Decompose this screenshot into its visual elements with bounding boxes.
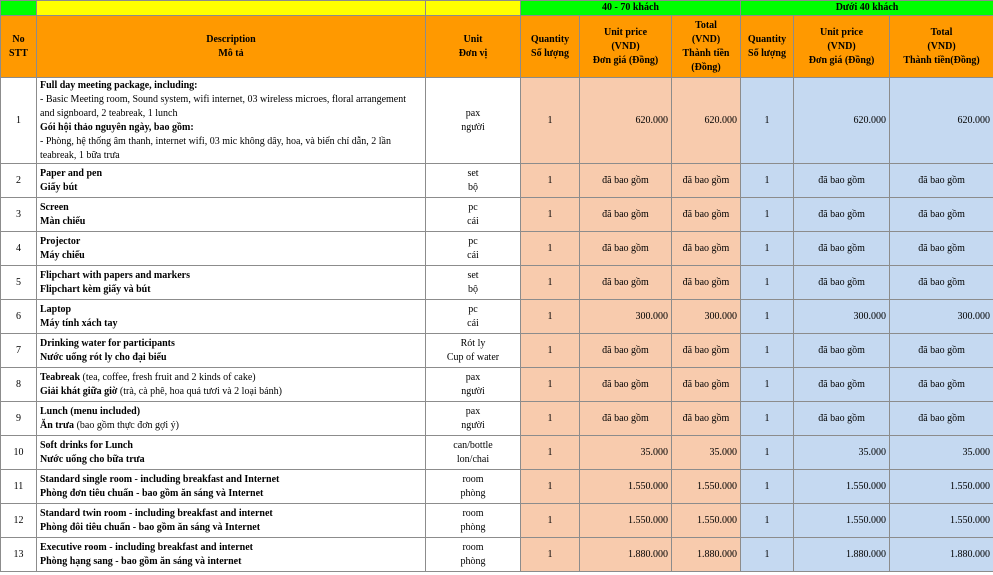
- quantity-cell-1: [521, 368, 580, 402]
- table-row: [1, 436, 993, 470]
- desc-vi-extra: (bao gồm thực đơn gợi ý): [74, 419, 179, 431]
- unit-price-cell-1: [580, 266, 672, 300]
- row-number: [1, 538, 37, 572]
- desc-vi-extra: (trà, cà phê, hoa quả tươi và 2 loại bánh): [117, 385, 282, 397]
- desc-vi: Phòng đơn tiêu chuẩn - bao gồm ăn sáng và Internet: [40, 487, 264, 499]
- unit-en: can/bottle: [453, 439, 493, 451]
- unit-cell: [426, 198, 521, 232]
- header-total-2: Total (VND) Thành tiền(Đồng): [890, 16, 993, 78]
- quantity-2: 1: [764, 446, 770, 458]
- description-cell: [37, 78, 426, 164]
- unit-price-1: 35.000: [640, 446, 668, 458]
- row-number-text: 6: [16, 310, 21, 322]
- unit-price-cell-1: [580, 538, 672, 572]
- total-cell-2: [890, 504, 993, 538]
- unit-cell: [426, 368, 521, 402]
- total-2: 1.550.000: [950, 514, 991, 526]
- unit-price-cell-2: [794, 368, 890, 402]
- row-number-text: 11: [13, 480, 24, 492]
- unit-en: set: [467, 269, 479, 281]
- quantity-1: 1: [547, 276, 553, 288]
- unit-price-2: 35.000: [858, 446, 887, 458]
- unit-vi: cái: [467, 317, 479, 329]
- total-cell-2: [890, 436, 993, 470]
- quantity-2: 1: [764, 480, 770, 492]
- table-row: [1, 504, 993, 538]
- unit-vi: phòng: [460, 521, 486, 533]
- header-quantity-2: Quantity Số lượng: [741, 16, 794, 78]
- unit-en: pax: [465, 107, 481, 119]
- unit-price-cell-1: [580, 368, 672, 402]
- header-unit: Unit Đơn vị: [426, 16, 521, 78]
- unit-price-cell-1: [580, 402, 672, 436]
- quantity-cell-2: [741, 504, 794, 538]
- desc-vi: Phòng hạng sang - bao gồm ăn sáng và internet: [40, 555, 242, 567]
- total-cell-1: [672, 470, 741, 504]
- row-number-text: 8: [16, 378, 21, 390]
- total-cell-1: [672, 300, 741, 334]
- quantity-2: 1: [764, 310, 770, 322]
- desc-en: Flipchart with papers and markers: [40, 269, 190, 281]
- unit-en: pax: [465, 371, 481, 383]
- total-1: 1.550.000: [697, 480, 738, 492]
- description-cell: [37, 470, 426, 504]
- row-number-text: 10: [13, 446, 24, 458]
- quantity-cell-1: [521, 436, 580, 470]
- header-quantity-1: Quantity Số lượng: [521, 16, 580, 78]
- row-number: [1, 402, 37, 436]
- desc-vi: Flipchart kèm giấy và bút: [40, 283, 151, 295]
- total-2: đã bao gồm: [918, 344, 965, 356]
- unit-price-2: 1.550.000: [846, 514, 887, 526]
- unit-price-cell-2: [794, 78, 890, 164]
- total-cell-1: [672, 504, 741, 538]
- quantity-cell-1: [521, 198, 580, 232]
- quantity-cell-1: [521, 538, 580, 572]
- top-cell-description: [37, 1, 426, 16]
- total-cell-1: [672, 368, 741, 402]
- unit-price-1: đã bao gồm: [602, 242, 649, 254]
- total-2: 35.000: [962, 446, 991, 458]
- total-2: đã bao gồm: [918, 174, 965, 186]
- total-1: đã bao gồm: [682, 276, 730, 288]
- total-2: đã bao gồm: [918, 412, 965, 424]
- desc-en: Standard twin room - including breakfast and internet: [40, 507, 273, 519]
- unit-price-cell-2: [794, 198, 890, 232]
- row-number-text: 1: [16, 114, 21, 126]
- quantity-cell-1: [521, 470, 580, 504]
- unit-price-1: đã bao gồm: [602, 208, 649, 220]
- quantity-cell-1: [521, 266, 580, 300]
- total-1: đã bao gồm: [682, 378, 730, 390]
- unit-price-1: 300.000: [635, 310, 668, 322]
- unit-price-cell-2: [794, 470, 890, 504]
- desc-en: Laptop: [40, 303, 72, 315]
- total-1: 300.000: [704, 310, 738, 322]
- total-cell-1: [672, 78, 741, 164]
- description-cell: [37, 198, 426, 232]
- quantity-cell-2: [741, 470, 794, 504]
- unit-vi: phòng: [460, 487, 486, 499]
- total-2: đã bao gồm: [918, 242, 965, 254]
- quantity-1: 1: [547, 446, 553, 458]
- description-cell: [37, 232, 426, 266]
- total-1: đã bao gồm: [682, 344, 730, 356]
- desc-en-detail: - Basic Meeting room, Sound system, wifi internet, 03 wireless microes, floral arrangement and signboard, 2 teabreak, 1 lunch: [40, 93, 407, 119]
- unit-price-2: đã bao gồm: [818, 412, 865, 424]
- row-number: [1, 300, 37, 334]
- total-2: đã bao gồm: [918, 378, 965, 390]
- desc-vi: Giải khát giữa giờ: [40, 385, 118, 397]
- total-cell-1: [672, 198, 741, 232]
- quantity-1: 1: [547, 114, 553, 126]
- unit-vi: người: [461, 419, 485, 431]
- quantity-1: 1: [547, 514, 553, 526]
- unit-vi: bộ: [468, 181, 478, 193]
- desc-vi: Nước uống rót ly cho đại biểu: [40, 351, 167, 363]
- unit-vi: bộ: [468, 283, 478, 295]
- total-2: đã bao gồm: [918, 208, 965, 220]
- row-number: [1, 334, 37, 368]
- total-1: 620.000: [704, 114, 738, 126]
- group-header-row: [1, 1, 993, 16]
- table-row: [1, 232, 993, 266]
- quantity-2: 1: [764, 276, 770, 288]
- table-row: [1, 538, 993, 572]
- unit-price-cell-1: [580, 300, 672, 334]
- total-cell-2: [890, 198, 993, 232]
- table-row: [1, 334, 993, 368]
- quantity-cell-2: [741, 300, 794, 334]
- unit-price-cell-1: [580, 334, 672, 368]
- table-row: [1, 470, 993, 504]
- quantity-cell-2: [741, 78, 794, 164]
- quantity-2: 1: [764, 412, 770, 424]
- unit-vi: phòng: [460, 555, 486, 567]
- row-number: [1, 504, 37, 538]
- quantity-cell-2: [741, 164, 794, 198]
- quantity-1: 1: [547, 480, 553, 492]
- total-cell-2: [890, 470, 993, 504]
- quantity-2: 1: [764, 344, 770, 356]
- total-2: 300.000: [957, 310, 991, 322]
- desc-vi: Nước uống cho bữa trưa: [40, 453, 145, 465]
- unit-price-1: 620.000: [635, 114, 668, 126]
- quantity-1: 1: [547, 378, 553, 390]
- unit-price-1: 1.880.000: [628, 548, 668, 560]
- total-2: 1.550.000: [950, 480, 991, 492]
- total-cell-1: [672, 266, 741, 300]
- total-cell-2: [890, 402, 993, 436]
- header-unit-price-1: Unit price (VND) Đơn giá (Đồng): [580, 16, 672, 78]
- total-cell-1: [672, 232, 741, 266]
- quantity-cell-2: [741, 402, 794, 436]
- unit-price-1: 1.550.000: [628, 514, 668, 526]
- row-number: [1, 232, 37, 266]
- quantity-2: 1: [764, 378, 770, 390]
- unit-price-cell-2: [794, 266, 890, 300]
- desc-en: Teabreak: [40, 371, 81, 383]
- total-cell-2: [890, 164, 993, 198]
- unit-cell: [426, 538, 521, 572]
- desc-en: Projector: [40, 235, 81, 247]
- total-cell-1: [672, 402, 741, 436]
- desc-vi: Máy tính xách tay: [40, 317, 118, 329]
- unit-en: set: [467, 167, 479, 179]
- header-unit-price-2: Unit price (VND) Đơn giá (Đồng): [794, 16, 890, 78]
- group-header-40-70: 40 - 70 khách: [521, 1, 741, 16]
- unit-en: pc: [468, 303, 478, 315]
- total-1: đã bao gồm: [682, 412, 730, 424]
- quantity-cell-2: [741, 266, 794, 300]
- unit-cell: [426, 232, 521, 266]
- quantity-1: 1: [547, 208, 553, 220]
- total-1: 1.550.000: [697, 514, 738, 526]
- unit-price-2: đã bao gồm: [818, 242, 865, 254]
- unit-en: room: [462, 507, 484, 519]
- row-number-text: 13: [13, 548, 24, 560]
- unit-price-cell-2: [794, 164, 890, 198]
- total-cell-2: [890, 334, 993, 368]
- unit-vi: người: [461, 385, 485, 397]
- top-cell-unit: [426, 1, 521, 16]
- description-cell: [37, 402, 426, 436]
- unit-price-2: đã bao gồm: [818, 174, 865, 186]
- unit-vi: Cup of water: [446, 351, 500, 363]
- description-cell: [37, 300, 426, 334]
- total-2: đã bao gồm: [918, 276, 965, 288]
- unit-en: pc: [468, 235, 478, 247]
- header-total-1: Total (VND) Thành tiền (Đồng): [672, 16, 741, 78]
- quantity-cell-2: [741, 232, 794, 266]
- total-cell-2: [890, 232, 993, 266]
- column-header-row: [1, 16, 993, 78]
- quantity-1: 1: [547, 310, 553, 322]
- unit-en: pax: [465, 405, 481, 417]
- desc-en: Lunch (menu included): [40, 405, 141, 417]
- table-row: [1, 266, 993, 300]
- description-cell: [37, 538, 426, 572]
- table-row: [1, 402, 993, 436]
- total-2: 620.000: [957, 114, 991, 126]
- unit-vi: cái: [467, 215, 479, 227]
- quantity-cell-2: [741, 538, 794, 572]
- total-cell-2: [890, 368, 993, 402]
- table-row: [1, 198, 993, 232]
- row-number: [1, 436, 37, 470]
- desc-en: Executive room - including breakfast and internet: [40, 541, 253, 553]
- desc-en: Soft drinks for Lunch: [40, 439, 133, 451]
- row-number: [1, 78, 37, 164]
- header-description: Description Mô tả: [37, 16, 426, 78]
- quantity-cell-2: [741, 334, 794, 368]
- desc-en: Paper and pen: [40, 167, 103, 179]
- desc-en-title: Full day meeting package, including:: [40, 79, 198, 91]
- unit-price-cell-2: [794, 436, 890, 470]
- table-row: [1, 164, 993, 198]
- unit-price-cell-1: [580, 436, 672, 470]
- unit-price-cell-2: [794, 300, 890, 334]
- quantity-2: 1: [764, 548, 770, 560]
- total-cell-1: [672, 334, 741, 368]
- quantity-1: 1: [547, 344, 553, 356]
- total-cell-2: [890, 78, 993, 164]
- unit-cell: [426, 436, 521, 470]
- quantity-1: 1: [547, 174, 553, 186]
- unit-price-2: 1.550.000: [846, 480, 887, 492]
- description-cell: [37, 334, 426, 368]
- quantity-cell-1: [521, 334, 580, 368]
- unit-cell: [426, 78, 521, 164]
- row-number: [1, 266, 37, 300]
- desc-vi: Giấy bút: [40, 181, 78, 193]
- table-row: [1, 78, 993, 164]
- unit-price-1: đã bao gồm: [602, 174, 649, 186]
- unit-cell: [426, 300, 521, 334]
- unit-en: room: [462, 541, 484, 553]
- quantity-1: 1: [547, 242, 553, 254]
- unit-cell: [426, 402, 521, 436]
- unit-price-2: đã bao gồm: [818, 378, 865, 390]
- unit-en: room: [462, 473, 484, 485]
- quantity-1: 1: [547, 548, 553, 560]
- quantity-cell-1: [521, 402, 580, 436]
- unit-price-2: đã bao gồm: [818, 208, 865, 220]
- unit-price-cell-1: [580, 470, 672, 504]
- description-cell: [37, 436, 426, 470]
- unit-en: pc: [468, 201, 478, 213]
- desc-en: Standard single room - including breakfast and Internet: [40, 473, 280, 485]
- quantity-cell-2: [741, 436, 794, 470]
- unit-price-1: đã bao gồm: [602, 276, 649, 288]
- row-number-text: 4: [16, 242, 21, 254]
- desc-vi-title: Gói hội thảo nguyên ngày, bao gồm:: [40, 121, 194, 133]
- unit-vi: cái: [467, 249, 479, 261]
- unit-vi: người: [461, 121, 485, 133]
- unit-price-2: 300.000: [853, 310, 887, 322]
- total-1: đã bao gồm: [682, 174, 730, 186]
- unit-price-cell-2: [794, 402, 890, 436]
- total-cell-2: [890, 538, 993, 572]
- quantity-cell-1: [521, 78, 580, 164]
- unit-cell: [426, 470, 521, 504]
- total-2: 1.880.000: [950, 548, 991, 560]
- row-number: [1, 198, 37, 232]
- unit-cell: [426, 266, 521, 300]
- top-cell-no: [1, 1, 37, 16]
- unit-price-cell-1: [580, 232, 672, 266]
- quantity-cell-1: [521, 164, 580, 198]
- unit-price-cell-2: [794, 232, 890, 266]
- table-row: [1, 300, 993, 334]
- table-row: [1, 368, 993, 402]
- row-number: [1, 470, 37, 504]
- unit-price-2: 620.000: [853, 114, 887, 126]
- desc-vi: Máy chiếu: [40, 249, 85, 261]
- quantity-2: 1: [764, 242, 770, 254]
- desc-en: Screen: [40, 201, 69, 213]
- quantity-cell-1: [521, 504, 580, 538]
- row-number-text: 5: [16, 276, 21, 288]
- total-cell-2: [890, 266, 993, 300]
- group-header-under-40: Dưới 40 khách: [741, 1, 993, 16]
- desc-vi: Màn chiếu: [40, 215, 86, 227]
- unit-price-cell-1: [580, 504, 672, 538]
- total-1: đã bao gồm: [682, 208, 730, 220]
- quantity-2: 1: [764, 114, 770, 126]
- unit-vi: lon/chai: [456, 453, 490, 465]
- unit-price-1: đã bao gồm: [602, 412, 649, 424]
- row-number-text: 2: [16, 174, 21, 186]
- unit-price-1: 1.550.000: [628, 480, 668, 492]
- unit-price-cell-2: [794, 504, 890, 538]
- row-number: [1, 164, 37, 198]
- unit-price-2: 1.880.000: [846, 548, 887, 560]
- quantity-cell-1: [521, 232, 580, 266]
- total-cell-2: [890, 300, 993, 334]
- unit-price-cell-2: [794, 538, 890, 572]
- unit-price-2: đã bao gồm: [818, 276, 865, 288]
- quantity-2: 1: [764, 514, 770, 526]
- unit-price-1: đã bao gồm: [602, 378, 649, 390]
- quantity-2: 1: [764, 174, 770, 186]
- unit-en: Rót ly: [460, 337, 486, 349]
- total-1: đã bao gồm: [682, 242, 730, 254]
- description-cell: [37, 266, 426, 300]
- unit-price-cell-2: [794, 334, 890, 368]
- unit-cell: [426, 504, 521, 538]
- total-cell-1: [672, 436, 741, 470]
- desc-en-extra: (tea, coffee, fresh fruit and 2 kinds of cake): [80, 371, 256, 383]
- desc-vi: Phòng đôi tiêu chuẩn - bao gồm ăn sáng và Internet: [40, 521, 261, 533]
- quantity-2: 1: [764, 208, 770, 220]
- total-1: 1.880.000: [697, 548, 738, 560]
- quantity-1: 1: [547, 412, 553, 424]
- total-cell-1: [672, 164, 741, 198]
- desc-vi: Ăn trưa: [40, 419, 75, 431]
- unit-price-2: đã bao gồm: [818, 344, 865, 356]
- unit-price-cell-1: [580, 78, 672, 164]
- quantity-cell-1: [521, 300, 580, 334]
- unit-cell: [426, 334, 521, 368]
- unit-price-cell-1: [580, 198, 672, 232]
- total-cell-1: [672, 538, 741, 572]
- quantity-cell-2: [741, 198, 794, 232]
- total-1: 35.000: [709, 446, 738, 458]
- description-cell: [37, 368, 426, 402]
- unit-cell: [426, 164, 521, 198]
- desc-vi-detail: - Phòng, hệ thống âm thanh, internet wifi, 03 mic không dây, hoa, và biển chỉ dẫn, 2 lần teabreak, 1 bữa trưa: [40, 135, 391, 161]
- unit-price-1: đã bao gồm: [602, 344, 649, 356]
- row-number-text: 3: [16, 208, 21, 220]
- row-number-text: 12: [13, 514, 24, 526]
- row-number-text: 9: [16, 412, 21, 424]
- row-number: [1, 368, 37, 402]
- description-cell: [37, 164, 426, 198]
- unit-price-cell-1: [580, 164, 672, 198]
- header-no: No STT: [1, 16, 37, 78]
- desc-en: Drinking water for participants: [40, 337, 175, 349]
- row-number-text: 7: [16, 344, 21, 356]
- description-cell: [37, 504, 426, 538]
- quantity-cell-2: [741, 368, 794, 402]
